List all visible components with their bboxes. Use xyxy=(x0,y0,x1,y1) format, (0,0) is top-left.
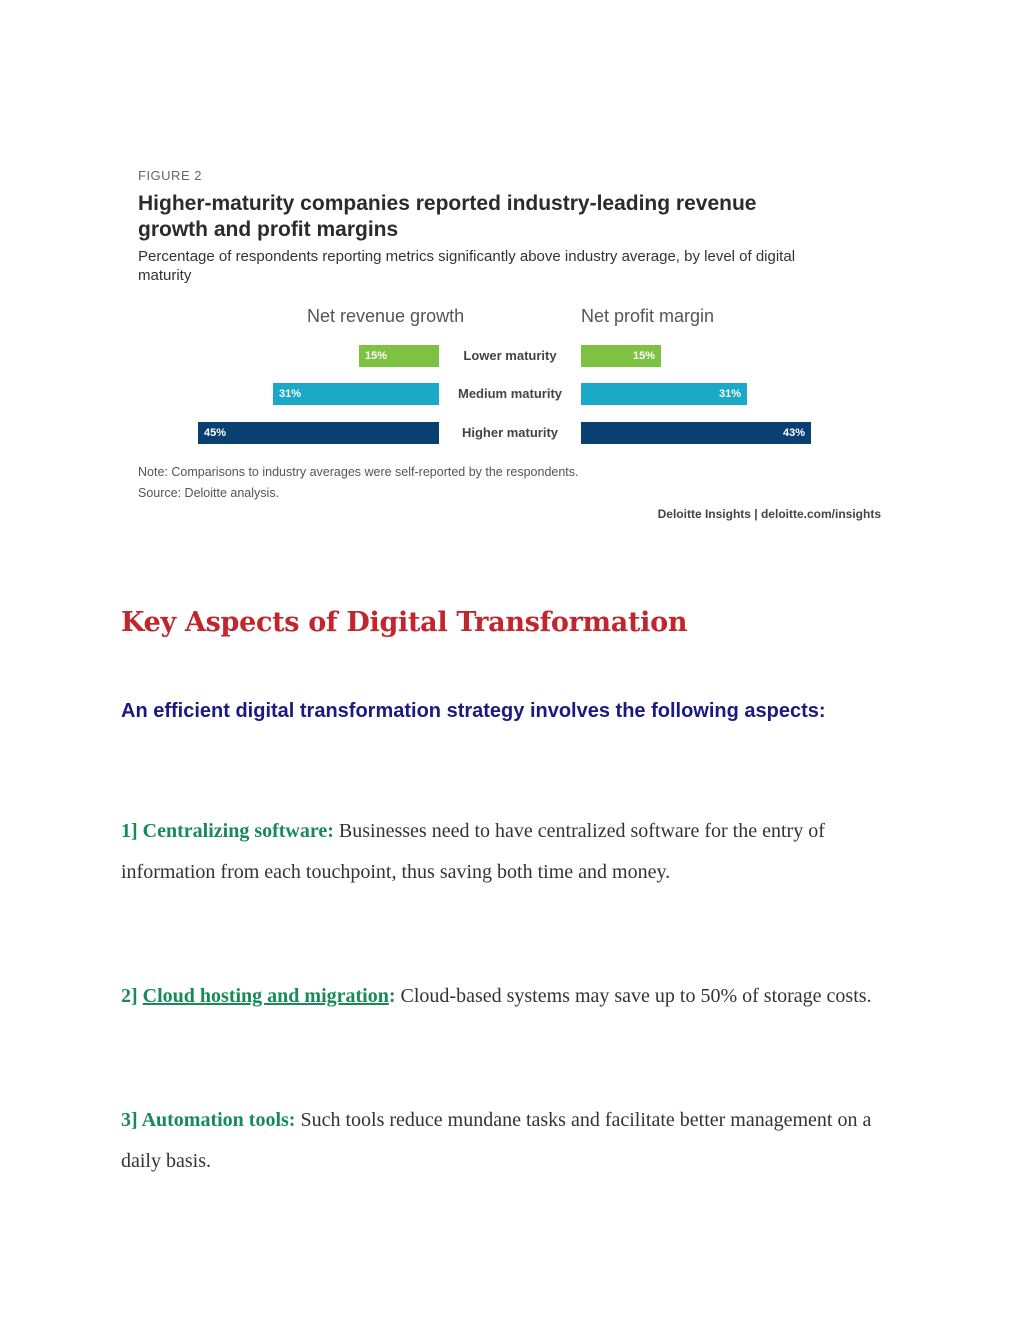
item-lead: Automation tools: xyxy=(141,1109,296,1131)
figure-subtitle: Percentage of respondents reporting metrics significantly above industry average, by level of digital maturity xyxy=(138,248,796,284)
series-label-revenue: Net revenue growth xyxy=(307,306,465,326)
cloud-hosting-link[interactable]: Cloud hosting and migration xyxy=(142,985,389,1007)
item-text: Businesses need to have centralized software for the entry of information from each touchpoint, thus saving both time and money. xyxy=(121,820,825,883)
bar-profit-3: 43% xyxy=(581,422,811,444)
category-label-higher: Higher maturity xyxy=(461,425,559,440)
bar-revenue-2: 31% xyxy=(273,383,439,405)
item-text: Cloud-based systems may save up to 50% of storage costs. xyxy=(395,985,872,1007)
series-label-profit: Net profit margin xyxy=(581,306,715,326)
bar-revenue-1: 15% xyxy=(359,345,439,367)
figure xyxy=(0,0,1024,540)
figure-credit: Deloitte Insights | deloitte.com/insights xyxy=(657,507,881,521)
list-item xyxy=(121,1100,891,1182)
item-lead: Centralizing software: xyxy=(142,820,334,842)
item-number: 2] xyxy=(121,985,143,1007)
list-item xyxy=(121,811,891,893)
figure-label: FIGURE 2 xyxy=(138,168,202,183)
category-label-medium: Medium maturity xyxy=(457,386,562,401)
bar-revenue-3: 45% xyxy=(198,422,439,444)
figure-note: Note: Comparisons to industry averages were self-reported by the respondents. xyxy=(138,465,579,479)
list-item xyxy=(121,976,891,1017)
item-colon: : xyxy=(388,985,396,1007)
bar-profit-1: 15% xyxy=(581,345,661,367)
category-label-lower: Lower maturity xyxy=(463,348,557,363)
figure-source: Source: Deloitte analysis. xyxy=(138,486,280,500)
intro-text: An efficient digital transformation strategy involves the following aspects: xyxy=(121,700,826,722)
bar-profit-2: 31% xyxy=(581,383,747,405)
item-number: 1] xyxy=(121,820,143,842)
item-number: 3] xyxy=(121,1109,142,1131)
section-heading: Key Aspects of Digital Transformation xyxy=(121,607,688,638)
figure-title: Higher-maturity companies reported industry-leading revenue growth and profit margins xyxy=(138,192,757,241)
item-text: Such tools reduce mundane tasks and facilitate better management on a daily basis. xyxy=(121,1109,872,1172)
